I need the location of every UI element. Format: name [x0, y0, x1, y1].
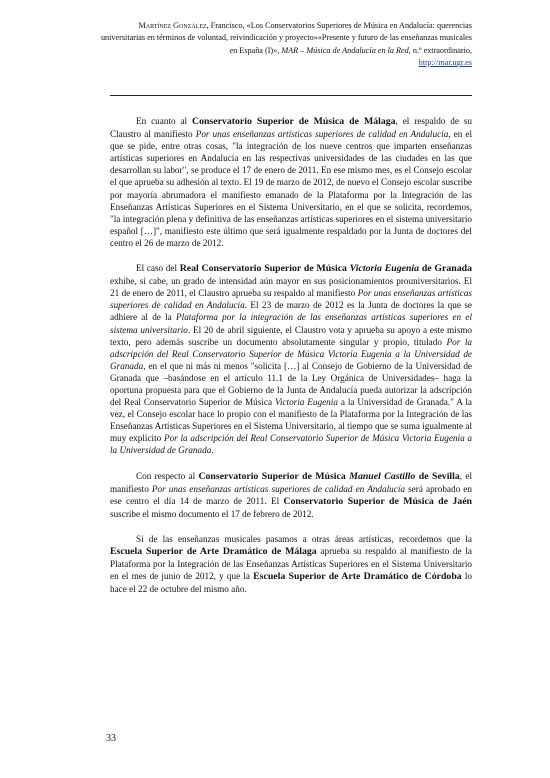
- emphasis-text: Escuela Superior de Arte Dramático de Málaga: [110, 546, 317, 557]
- header-url-link[interactable]: http://mar.ugr.es: [418, 58, 472, 68]
- paragraph-text: lo hace el 22 de octubre del mismo año.: [110, 571, 472, 595]
- paragraph-text: a la Universidad de Granada." A la vez, el Consejo escolar hace lo propio con el manifiesto de la Plataforma por la Integración de las Enseñanzas Artísticas Superiores en el Sistema Universitario, al tiempo que se suma igualmente al muy explícito: [110, 397, 473, 444]
- header-citation: , Francisco, «Los Conservatorios Superiores de Música en Andalucía: querencias universitarias en términos de voluntad, reivindicación y proyecto»«Presente y futuro de las enseñanzas musicales en España (I)»,: [100, 21, 472, 55]
- emphasis-text: Conservatorio Superior de Música de Jaén: [283, 495, 472, 507]
- emphasis-text: Victoria Eugenia: [274, 397, 338, 408]
- article-body: [110, 115, 472, 608]
- paragraph-text: , el manifiesto: [110, 470, 472, 494]
- emphasis-text: Plataforma por la integración de las enseñanzas artísticas superiores en el sistema universitario: [110, 312, 472, 335]
- emphasis-text: Escuela Superior de Arte Dramático de Córdoba: [253, 571, 462, 583]
- emphasis-text: Por unas enseñanzas artísticas superiores de calidad en Andalucía: [151, 483, 405, 494]
- paragraph-text: será aprobado en ese centro el día 14 de marzo de 2011. El: [110, 483, 472, 506]
- paragraph-text: suscribe el mismo documento el 17 de febrero de 2012.: [110, 508, 314, 519]
- header-citation-end: , n.º extraordinario,: [408, 45, 472, 55]
- paragraph-text: .: [211, 445, 214, 456]
- emphasis-text: Real Conservatorio Superior de Música: [179, 263, 350, 275]
- page-number: 33: [106, 733, 116, 744]
- paragraph: [110, 470, 472, 520]
- paragraph-text: , el respaldo de su Claustro al manifiesto: [110, 116, 472, 140]
- paragraph-text: , en el que se pide, entre otras cosas, "la integración de los nueve centros que imparten enseñanzas artísticas superiores en Andalucía en las respectivas universidades de las ciudades en las que desarrollan su labor", se produce el 17 de enero de 2011. En ese mismo mes, es el Consejo escolar el que aprueba su adhesión al texto. El 19 de marzo de 2012, de nuevo el Consejo escolar suscribe por mayoría abrumadora el manifiesto emanado de la Plataforma por la Integración de las Enseñanzas Artísticas Superiores en el Sistema Universitario, en el que se solicita, recordemos, "la integración plena y definitiva de las enseñanzas artísticas superiores en el sistema universitario español […]", manifiesto este último que será igualmente respaldado por la Junta de doctores del centro el 26 de marzo de 2012.: [110, 129, 473, 248]
- emphasis-text: Por la adscripción del Real Conservatorio Superior de Música Victoria Eugenia a la Universidad de Granada: [110, 336, 472, 371]
- header-author: Martínez González: [138, 21, 207, 30]
- emphasis-text: Conservatorio Superior de Música de Málaga: [192, 116, 396, 127]
- paragraph-text: Con respecto al: [136, 470, 199, 481]
- emphasis-text: Por unas enseñanzas artísticas superiores de calidad en Andalucía: [110, 288, 472, 311]
- paragraph: [110, 262, 472, 457]
- emphasis-text: Por unas enseñanzas artísticas superiores de calidad en Andalucía: [195, 129, 449, 140]
- paragraph-text: , en el que ni más ni menos "solicita […] al Consejo de Gobierno de la Universidad de Granada que –basándose en el artículo 11.1 de la Ley Orgánica de Universidades– haga la oportuna propuesta para que el Gobierno de la Junta de Andalucía pueda autorizar la adscripción del Real Conservatorio Superior de Música: [110, 360, 472, 408]
- paragraph-text: exhibe, si cabe, un grado de intensidad aún mayor en sus posicionamientos prouniversitarios. El 21 de enero de 2011, el Claustro aprueba su respaldo al manifiesto: [110, 276, 472, 299]
- emphasis-text: Victoria Eugenia: [349, 263, 420, 275]
- paragraph-text: El caso del: [136, 263, 180, 274]
- header-journal: MAR – Música de Andalucía en la Red: [281, 45, 409, 55]
- emphasis-text: de Sevilla: [415, 470, 460, 482]
- emphasis-text: Conservatorio Superior de Música: [198, 470, 350, 482]
- emphasis-text: Por la adscripción del Real Conservatorio Superior de Música Victoria Eugenia a la Universidad de Granada: [110, 433, 472, 456]
- header-divider: [110, 95, 472, 96]
- running-header: [100, 20, 472, 70]
- paragraph-text: . El 23 de marzo de 2012 es la Junta de doctores la que se adhiere al de la: [110, 300, 472, 323]
- paragraph: [110, 533, 472, 595]
- paragraph-text: En cuanto al: [136, 116, 192, 126]
- paragraph-text: Si de las enseñanzas musicales pasamos a otras áreas artísticas, recordemos que la: [136, 533, 472, 544]
- emphasis-text: Manuel Castillo: [349, 470, 416, 482]
- paragraph-text: aprueba su respaldo al manifiesto de la Plataforma por la Integración de las Enseñanzas Artísticas Superiores en el Sistema Universitario en el mes de junio de 2012, y que la: [110, 546, 472, 582]
- paragraph-text: . El 20 de abril siguiente, el Claustro vota y aprueba su apoyo a este mismo texto, pero además suscribe un documento absolutamente singular y propio, titulado: [110, 324, 473, 347]
- emphasis-text: de Granada: [419, 263, 472, 275]
- paragraph: [110, 115, 472, 249]
